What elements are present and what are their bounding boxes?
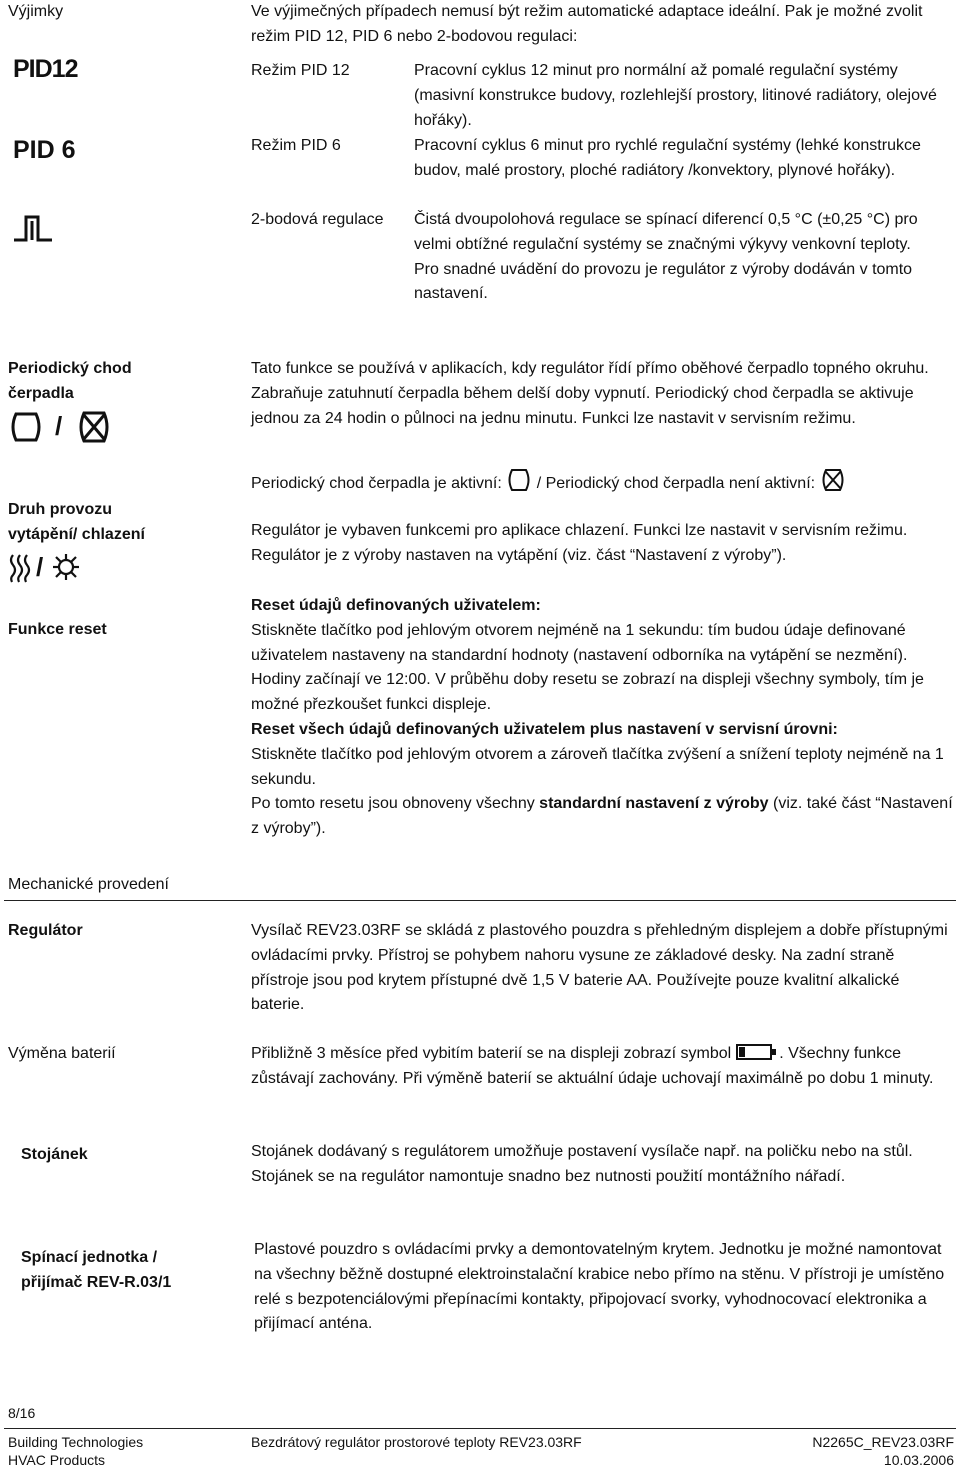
two-point-icon <box>12 213 56 243</box>
heating-icon <box>8 552 32 584</box>
mode-note: Pro snadné uvádění do provozu je regulátor z výroby dodáván v tomto nastavení. <box>414 260 913 303</box>
footer-date: 10.03.2006 <box>883 1452 954 1468</box>
reset-all-text: Stiskněte tlačítko pod jehlovým otvorem a zároveň tlačítka zvýšení a snížení teploty nejméně na 1 sekundu. <box>251 745 944 788</box>
pump-label: Periodický chod čerpadla <box>8 360 132 402</box>
pump-text: Tato funkce se používá v aplikacích, kdy regulátor řídí přímo oběhové čerpadlo topného okruhu. Zabraňuje zatuhnutí čerpadla během delší doby vypnutí. Periodický chod čerpadla se aktivuje jednou za 24 hodin o půlnoci na jednu minutu. Funkci lze nastavit v servisním režimu. <box>251 360 929 427</box>
reset-after-text <box>251 792 956 842</box>
reset-after-bold: standardní nastavení z výroby <box>539 795 769 813</box>
pump-slash: / <box>55 411 63 441</box>
battery-label: Výměna baterií <box>8 1045 116 1062</box>
mode-name: Režim PID 12 <box>251 62 350 79</box>
pump-status-separator: / <box>536 475 542 492</box>
footer-company <box>8 1433 143 1469</box>
battery-text-post: . Všechny funkce zůstávají zachovány. Při výměně baterií se aktuální údaje uchovají maximálně po dobu 1 minuty. <box>251 1045 934 1087</box>
pump-status-active: Periodický chod čerpadla je aktivní: <box>251 475 502 492</box>
mode-desc: Pracovní cyklus 12 minut pro normální až pomalé regulační systémy (masivní konstrukce budovy, rozlehlejší prostory, litinové radiátory, olejové hořáky). <box>414 62 937 129</box>
reset-after-pre: Po tomto resetu jsou obnoveny všechny <box>251 795 540 813</box>
reset-after-post: (viz. také část “Nastavení z výroby”). <box>251 795 953 838</box>
stand-text: Stojánek dodávaný s regulátorem umožňuje postavení vysílače např. na poličku nebo na stůl. Stojánek se na regulátor namontuje snadno bez nutnosti použití montážního nářadí. <box>251 1143 913 1185</box>
receiver-text: Plastové pouzdro s ovládacími prvky a demontovatelným krytem. Jednotku je možné namontovat na všechny běžně dostupné elektroinstalační krabice nebo přímo na stěnu. V přístroji je umístěno relé s bezpotenciálovými přepínacími kontakty, připojovací svorky, vyhodnocovací elektronika a přijímací anténa. <box>254 1241 945 1333</box>
footer-doc-meta <box>812 1433 954 1469</box>
pump-inactive-icon <box>76 410 112 444</box>
heatcool-label: Druh provozu vytápění/ chlazení <box>8 501 145 543</box>
mode-desc-text: Čistá dvoupolohová regulace se spínací diferencí 0,5 °C (±0,25 °C) pro velmi obtížné regulační systémy se značnými výkyvy venkovní teploty. <box>414 211 918 253</box>
reset-user-heading: Reset údajů definovaných uživatelem: <box>251 597 541 614</box>
heatcool-slash: / <box>36 552 44 582</box>
battery-text <box>251 1042 956 1092</box>
receiver-label: Spínací jednotka / přijímač REV-R.03/1 <box>21 1249 172 1291</box>
pump-icon-group <box>8 409 118 445</box>
exceptions-label: Výjimky <box>8 3 64 20</box>
mechanical-title: Mechanické provedení <box>8 876 169 893</box>
pump-active-icon <box>506 468 532 492</box>
section-rule <box>4 900 956 901</box>
footer-company-1: Building Technologies <box>8 1434 144 1450</box>
page-number: 8/16 <box>8 1405 36 1421</box>
pid12-icon: PID12 <box>13 55 78 83</box>
battery-low-icon <box>735 1042 779 1062</box>
regulator-label: Regulátor <box>8 922 83 939</box>
pump-inactive-icon <box>820 468 846 492</box>
mode-desc: Pracovní cyklus 6 minut pro rychlé regulační systémy (lehké konstrukce budov, malé prostory, ploché radiátory /konvektory, plynové hořáky). <box>414 137 921 179</box>
heatcool-icon-group <box>8 551 88 585</box>
cooling-icon <box>52 553 80 581</box>
mode-name: Režim PID 6 <box>251 137 341 154</box>
battery-text-pre: Přibližně 3 měsíce před vybitím baterií se na displeji zobrazí symbol <box>251 1045 732 1062</box>
stand-label: Stojánek <box>21 1146 88 1163</box>
reset-content <box>251 594 956 842</box>
reset-all-heading: Reset všech údajů definovaných uživatelem plus nastavení v servisní úrovni: <box>251 720 838 738</box>
mode-name: 2-bodová regulace <box>251 211 384 228</box>
footer-rule <box>4 1428 956 1429</box>
regulator-text: Vysílač REV23.03RF se skládá z plastového pouzdra s přehledným displejem a dobře přístupnými ovládacími prvky. Přístroj se pohybem nahoru vysune ze základové desky. Na zadní straně přístroje jsou pod krytem přístupné dvě 1,5 V baterie AA. Používejte pouze kvalitní alkalické baterie. <box>251 922 948 1014</box>
heatcool-text: Regulátor je vybaven funkcemi pro aplikace chlazení. Funkci lze nastavit v servisním režimu. Regulátor je z výroby nastaven na vytápění (viz. část “Nastavení z výroby”). <box>251 522 908 564</box>
reset-user-text: Stiskněte tlačítko pod jehlovým otvorem nejméně na 1 sekundu: tím budou údaje definované uživatelem nastaveny na standardní hodnoty (nastavení odborníka na vytápění se nezmění). Hodiny začínají ve 12:00. V průběhu doby resetu se zobrazí na displeji všechny symboly, tím je možné přezkoušet funkci displeje. <box>251 621 924 714</box>
pump-status-inactive: Periodický chod čerpadla není aktivní: <box>545 475 816 492</box>
mode-desc <box>414 208 956 307</box>
pump-active-icon <box>8 411 44 443</box>
footer-doc-no: N2265C_REV23.03RF <box>812 1434 954 1450</box>
reset-label: Funkce reset <box>8 621 107 638</box>
pump-status-line <box>251 468 956 497</box>
exceptions-intro: Ve výjimečných případech nemusí být režim automatické adaptace ideální. Pak je možné zvolit režim PID 12, PID 6 nebo 2-bodovou regulaci: <box>251 3 923 45</box>
footer-company-2: HVAC Products <box>8 1452 105 1468</box>
pid6-icon: PID 6 <box>13 136 76 164</box>
footer-doc-title: Bezdrátový regulátor prostorové teploty REV23.03RF <box>251 1434 582 1450</box>
